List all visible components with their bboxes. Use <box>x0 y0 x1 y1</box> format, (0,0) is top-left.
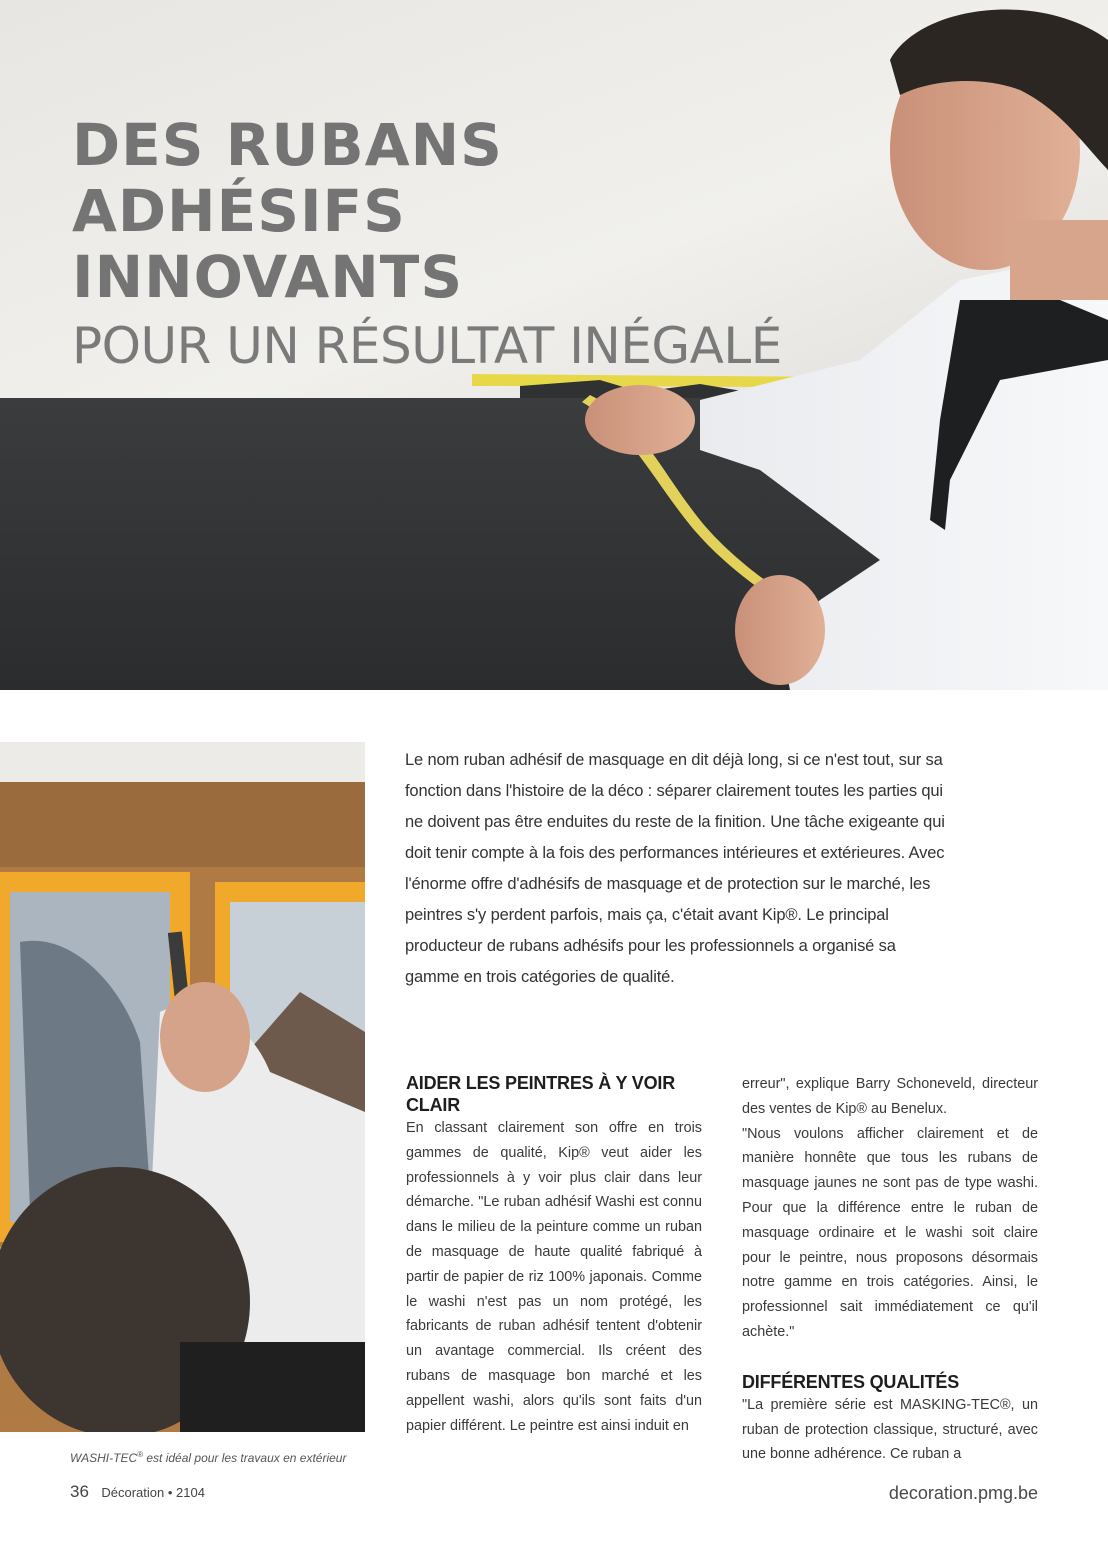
title-block <box>72 112 832 376</box>
magazine-issue: Décoration • 2104 <box>101 1485 205 1500</box>
website-link[interactable]: decoration.pmg.be <box>888 1483 1038 1503</box>
caption-reg: ® <box>137 1450 144 1459</box>
intro-text: Le nom ruban adhésif de masquage en dit déjà long, si ce n'est tout, sur sa fonction dans l'histoire de la déco : séparer clairement toutes les parties qui ne doivent pas être enduites du reste de la finition. Une tâche exigeante qui doit tenir compte à la fois des performances intérieures et extérieures. Avec l'énorme offre d'adhésifs de masquage et de protection sur le marché, les peintres s'y perdent parfois, mais ça, c'était avant Kip®. Le principal producteur de rubans adhésifs pour les professionnels a organisé sa gamme en trois catégories de qualité. <box>405 751 945 986</box>
hero-photo <box>0 0 1108 690</box>
photo-caption <box>70 1450 365 1465</box>
headline-line-2: INNOVANTS <box>72 243 464 311</box>
headline-line-1: DES RUBANS ADHÉSIFS <box>72 111 503 245</box>
caption-brand: WASHI-TEC <box>70 1451 138 1465</box>
section-heading-qualites: DIFFÉRENTES QUALITÉS <box>742 1371 960 1392</box>
section-body-aider: En classant clairement son offre en trois gammes de qualité, Kip® veut aider les professionnels à y voir plus clair dans leur démarche. "Le ruban adhésif Washi est connu dans le milieu de la peinture comme un ruban de masquage de haute qualité fabriqué à partir de papier de riz 100% japonais. Comme le washi n'est pas un nom protégé, les fabricants de ruban adhésif tentent d'obtenir un avantage commercial. Ils créent des rubans de masquage bon marché et les appellent washi, alors qu'ils sont faits d'un papier différent. Le peintre est ainsi induit en <box>406 1120 702 1434</box>
intro-paragraph <box>405 745 953 993</box>
window-illustration <box>0 742 365 1432</box>
caption-text: est idéal pour les travaux en extérieur <box>143 1451 347 1465</box>
section-body-aider-cont-2: "Nous voulons afficher clairement et de manière honnête que tous les rubans de masquage jaunes ne sont pas de type washi. Pour que la différence entre le ruban de masquage ordinaire et le washi soit claire pour le peintre, nous proposons désormais notre gamme en trois catégories. Ainsi, le professionnel sait immédiatement ce qu'il achète." <box>742 1125 1038 1340</box>
section-heading-aider: AIDER LES PEINTRES À Y VOIR CLAIR <box>406 1073 675 1115</box>
article-column-1 <box>406 1072 702 1438</box>
article-column-2 <box>742 1072 1038 1467</box>
hand-upper <box>585 385 695 455</box>
window-painting-photo <box>0 742 365 1432</box>
subheadline: POUR UN RÉSULTAT INÉGALÉ <box>72 317 782 375</box>
footer-left <box>70 1482 205 1502</box>
section-body-aider-cont-1: erreur", explique Barry Schoneveld, directeur des ventes de Kip® au Benelux. <box>742 1076 1038 1117</box>
headline <box>72 112 832 310</box>
page-number: 36 <box>70 1482 89 1501</box>
hand-lower <box>735 575 825 685</box>
section-body-qualites: "La première série est MASKING-TEC®, un ruban de protection classique, structuré, avec une bonne adhérence. Ce ruban a <box>742 1396 1038 1463</box>
